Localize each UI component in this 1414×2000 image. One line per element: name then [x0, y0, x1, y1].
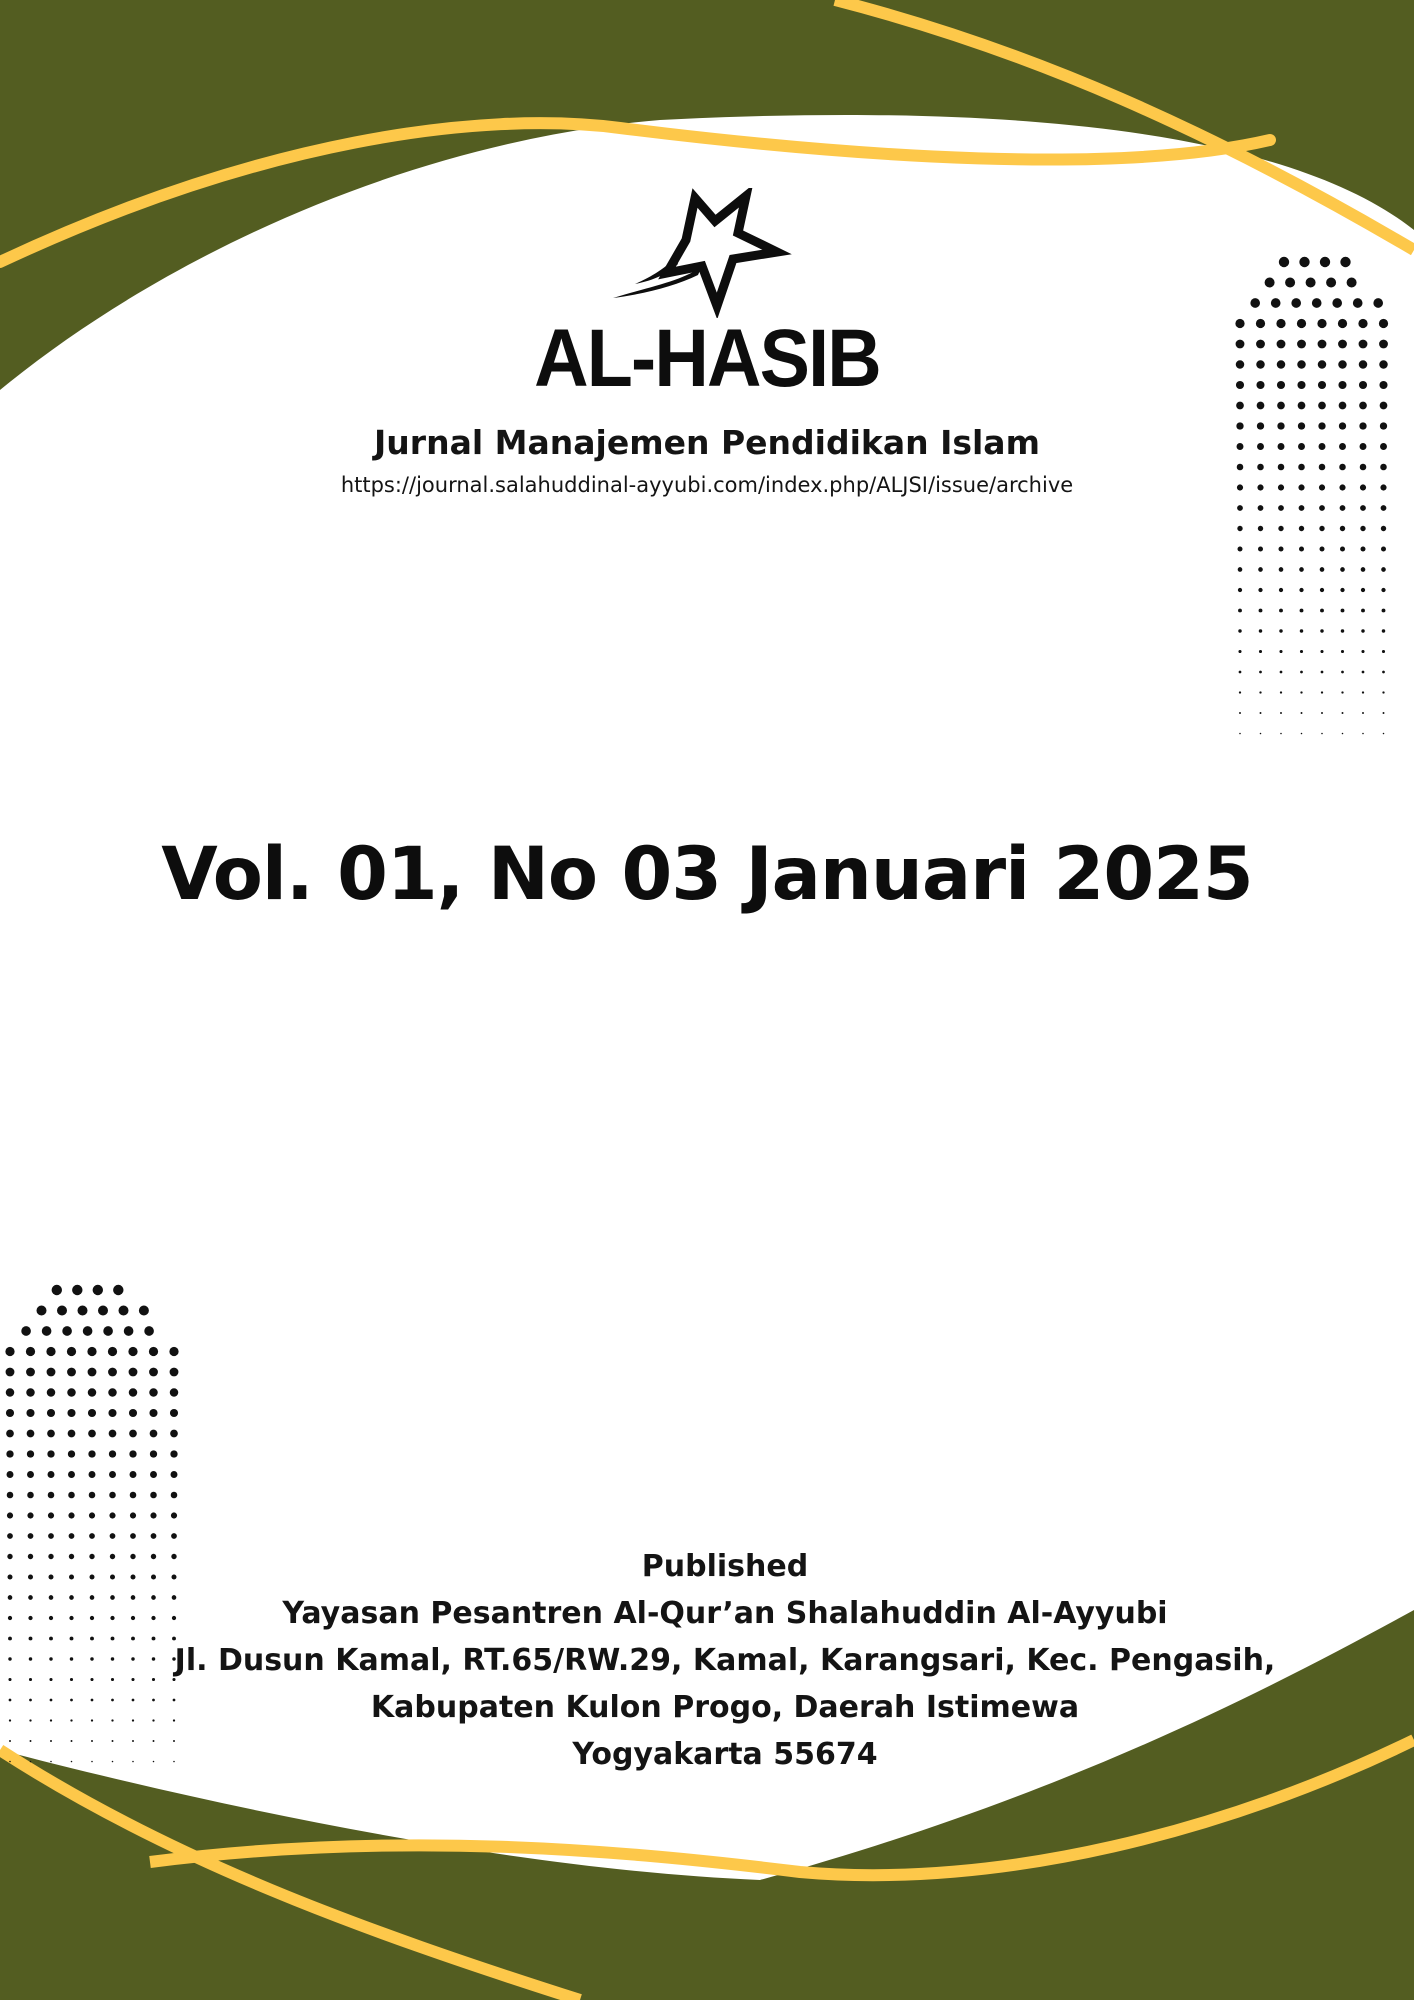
shooting-star-icon [605, 188, 815, 318]
journal-subtitle: Jurnal Manajemen Pendidikan Islam [374, 423, 1040, 462]
issue-title: Vol. 01, No 03 Januari 2025 [161, 832, 1253, 917]
publisher-block [150, 1543, 1300, 1778]
publisher-address-line-3: Yogyakarta 55674 [572, 1737, 878, 1772]
publisher-address-line-1: Jl. Dusun Kamal, RT.65/RW.29, Kamal, Karangsari, Kec. Pengasih, [174, 1643, 1276, 1678]
publisher-label: Published [641, 1549, 809, 1584]
publisher-address-line-2: Kabupaten Kulon Progo, Daerah Istimewa [370, 1690, 1080, 1725]
journal-name: AL-HASIB [534, 313, 880, 404]
publisher-name: Yayasan Pesantren Al-Qur’an Shalahuddin Al-Ayyubi [282, 1596, 1168, 1631]
journal-url[interactable]: https://journal.salahuddinal-ayyubi.com/index.php/ALJSI/issue/archive [340, 473, 1074, 497]
